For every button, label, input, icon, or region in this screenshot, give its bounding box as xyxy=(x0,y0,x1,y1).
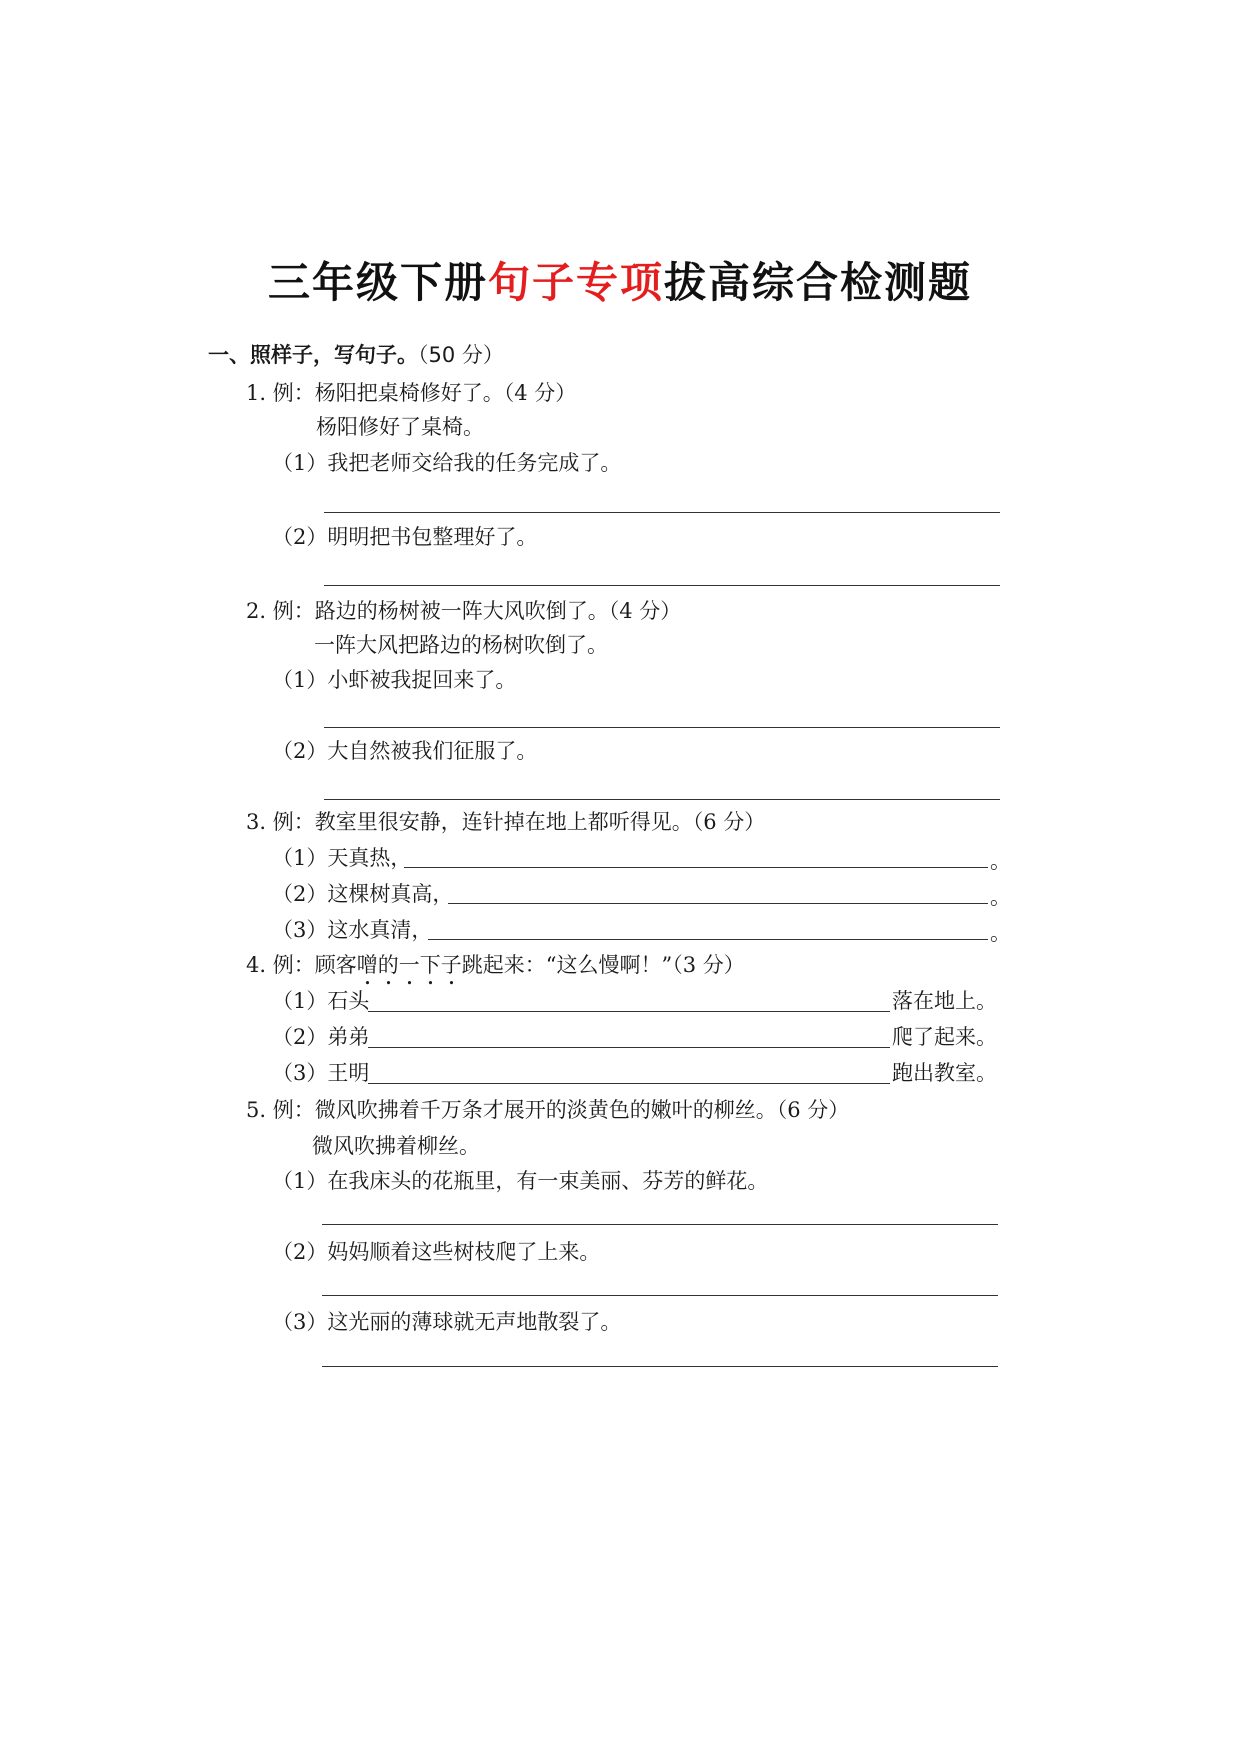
question-5: 5. 例：微风吹拂着千万条才展开的淡黄色的嫩叶的柳丝。（6 分） xyxy=(246,1098,850,1122)
question-1: 1. 例：杨阳把桌椅修好了。（4 分） xyxy=(246,381,577,405)
q4-item-2-prefix: （2）弟弟 xyxy=(272,1025,370,1049)
q4-emphasized-phrase: 噌的一下子 xyxy=(356,953,462,977)
q5-item-1: （1）在我床头的花瓶里，有一束美丽、芬芳的鲜花。 xyxy=(272,1169,769,1193)
answer-line[interactable] xyxy=(368,1083,890,1084)
q3-item-3: （3）这水真清， xyxy=(272,918,433,942)
q4-label-post: 跳起来：“这么慢啊！”（3 分） xyxy=(461,953,745,977)
title-part: 三年级下册 xyxy=(267,258,488,307)
answer-line[interactable] xyxy=(368,1047,890,1048)
question-3: 3. 例：教室里很安静，连针掉在地上都听得见。（6 分） xyxy=(246,810,766,834)
q2-example-answer: 一阵大风把路边的杨树吹倒了。 xyxy=(314,633,608,657)
q4-item-3-prefix: （3）王明 xyxy=(272,1061,370,1085)
q4-item-1-prefix: （1）石头 xyxy=(272,989,370,1013)
q4-item-2-suffix: 爬了起来。 xyxy=(892,1025,997,1049)
answer-line[interactable] xyxy=(448,903,988,904)
page-title xyxy=(0,250,1240,310)
q4-item-1-suffix: 落在地上。 xyxy=(892,989,997,1013)
q3-end-mark: 。 xyxy=(990,885,1011,909)
q2-item-2: （2）大自然被我们征服了。 xyxy=(272,739,538,763)
answer-line[interactable] xyxy=(324,727,1000,728)
title-highlight: 句子专项 xyxy=(487,258,664,307)
answer-line[interactable] xyxy=(322,1366,998,1367)
section-heading-text: 一、照样子，写句子。 xyxy=(208,343,418,367)
answer-line[interactable] xyxy=(322,1295,998,1296)
q1-item-1: （1）我把老师交给我的任务完成了。 xyxy=(272,451,622,475)
question-4 xyxy=(246,952,745,990)
answer-line[interactable] xyxy=(322,1224,998,1225)
q1-item-2: （2）明明把书包整理好了。 xyxy=(272,525,538,549)
q1-example-answer: 杨阳修好了桌椅。 xyxy=(316,415,484,439)
section-score: （50 分） xyxy=(418,343,504,367)
q3-end-mark: 。 xyxy=(990,921,1011,945)
section-heading xyxy=(208,342,504,368)
q5-item-2: （2）妈妈顺着这些树枝爬了上来。 xyxy=(272,1240,601,1264)
answer-line[interactable] xyxy=(324,585,1000,586)
answer-line[interactable] xyxy=(324,512,1000,513)
q3-item-2: （2）这棵树真高， xyxy=(272,882,454,906)
q2-item-1: （1）小虾被我捉回来了。 xyxy=(272,668,517,692)
q3-item-1: （1）天真热， xyxy=(272,846,412,870)
q4-label-pre: 4. 例：顾客 xyxy=(246,953,357,977)
answer-line[interactable] xyxy=(324,799,1000,800)
title-part: 拔高综合检测题 xyxy=(664,258,973,307)
answer-line[interactable] xyxy=(404,867,988,868)
q5-example-answer: 微风吹拂着柳丝。 xyxy=(312,1134,480,1158)
answer-line[interactable] xyxy=(368,1011,890,1012)
q5-item-3: （3）这光丽的薄球就无声地散裂了。 xyxy=(272,1310,622,1334)
q4-item-3-suffix: 跑出教室。 xyxy=(892,1061,997,1085)
answer-line[interactable] xyxy=(428,939,988,940)
q3-end-mark: 。 xyxy=(990,849,1011,873)
question-2: 2. 例：路边的杨树被一阵大风吹倒了。（4 分） xyxy=(246,599,682,623)
